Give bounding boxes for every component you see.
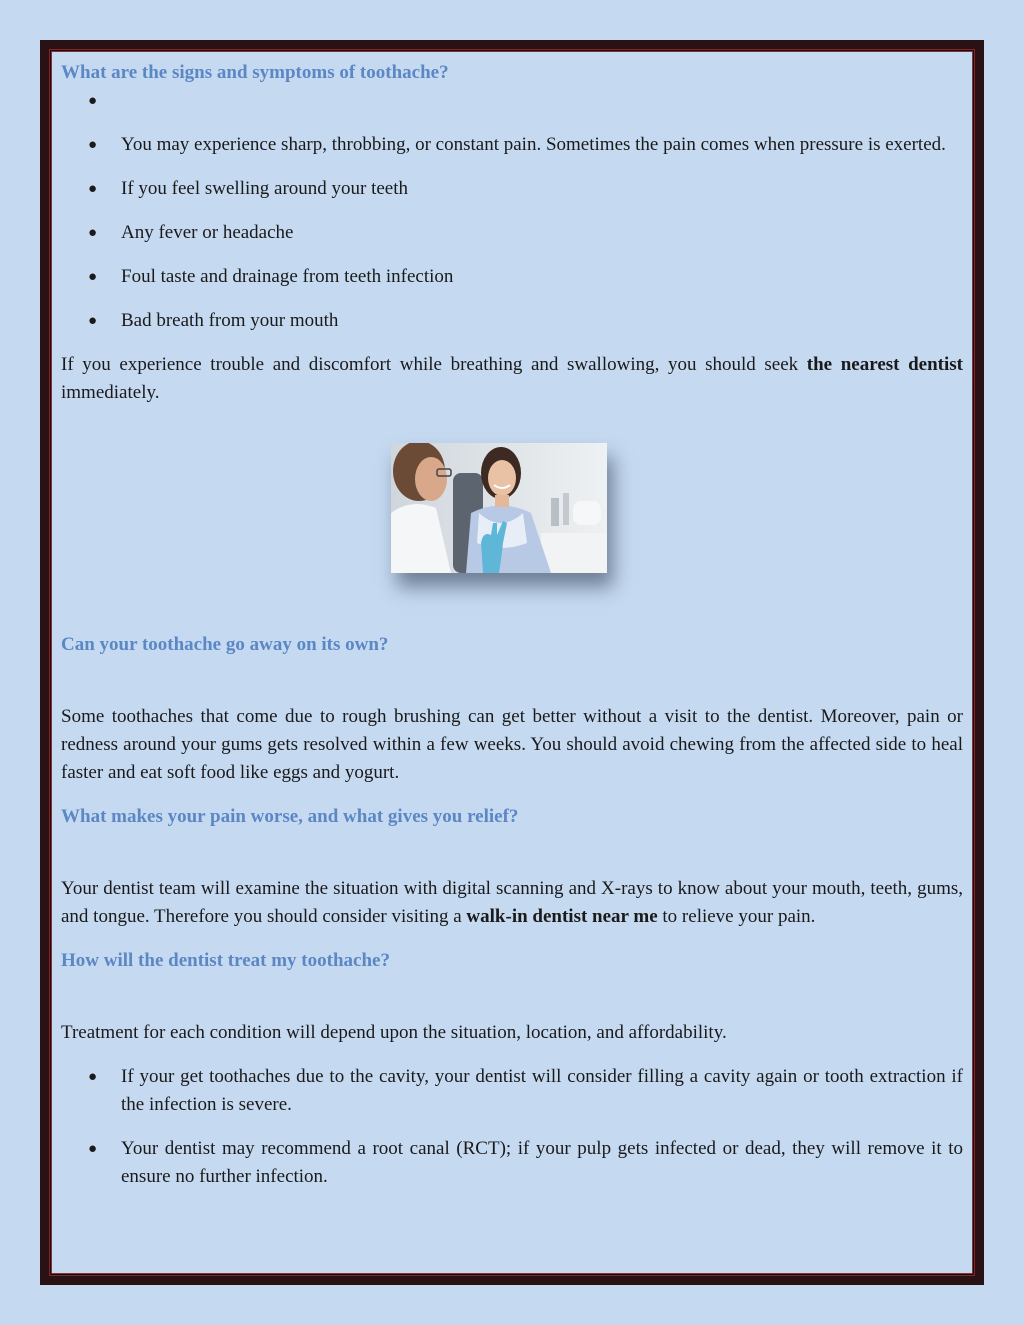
- list-item: ● Any fever or headache: [61, 219, 963, 247]
- bullet-icon: ●: [88, 93, 98, 109]
- walk-in-dentist-link-text: walk-in dentist near me: [466, 906, 658, 927]
- list-item: ● Your dentist may recommend a root canal (RCT); if your pulp gets infected or dead, they will remove it to ensure no further infection.: [61, 1135, 963, 1191]
- symptoms-list: [61, 87, 963, 335]
- bullet-icon: ●: [88, 137, 98, 153]
- list-item: ● If you feel swelling around your teeth: [61, 175, 963, 203]
- treatment-list: [61, 1063, 963, 1191]
- bullet-icon: ●: [88, 313, 98, 329]
- list-item: ● If your get toothaches due to the cavity, your dentist will consider filling a cavity again or tooth extraction if the infection is severe.: [61, 1063, 963, 1119]
- bullet-icon: ●: [88, 181, 98, 197]
- dentist-patient-photo: [391, 443, 607, 573]
- nearest-dentist-link-text: the nearest dentist: [806, 354, 963, 375]
- bullet-icon: ●: [88, 269, 98, 285]
- list-item: [61, 87, 963, 115]
- go-away-paragraph: Some toothaches that come due to rough brushing can get better without a visit to the dentist. Moreover, pain or redness around your gums gets resolved within a few weeks. You should avoid chewing from the affected side to heal faster and eat soft food like eggs and yogurt.: [61, 706, 963, 783]
- list-item: ● Bad breath from your mouth: [61, 307, 963, 335]
- heading-pain-relief: What makes your pain worse, and what gives you relief?: [61, 806, 519, 827]
- nearest-dentist-paragraph: If you experience trouble and discomfort while breathing and swallowing, you should seek the nearest dentist immediately.: [61, 354, 963, 403]
- bullet-icon: ●: [88, 1069, 98, 1085]
- heading-signs-symptoms: What are the signs and symptoms of toothache?: [61, 62, 449, 83]
- document-body: [61, 58, 963, 1191]
- list-item: ● Foul taste and drainage from teeth infection: [61, 263, 963, 291]
- heading-go-away: Can your toothache go away on its own?: [61, 634, 389, 655]
- pain-relief-paragraph: Your dentist team will examine the situation with digital scanning and X-rays to know about your mouth, teeth, gums, and tongue. Therefore you should consider visiting a walk-in dentist near me to relieve your pain.: [61, 878, 963, 927]
- list-item: ● You may experience sharp, throbbing, or constant pain. Sometimes the pain comes when pressure is exerted.: [61, 131, 963, 159]
- bullet-icon: ●: [88, 225, 98, 241]
- photo-illustration: [391, 443, 607, 573]
- bullet-icon: ●: [88, 1141, 98, 1157]
- treatment-paragraph: Treatment for each condition will depend upon the situation, location, and affordability.: [61, 1022, 727, 1043]
- heading-treatment: How will the dentist treat my toothache?: [61, 950, 390, 971]
